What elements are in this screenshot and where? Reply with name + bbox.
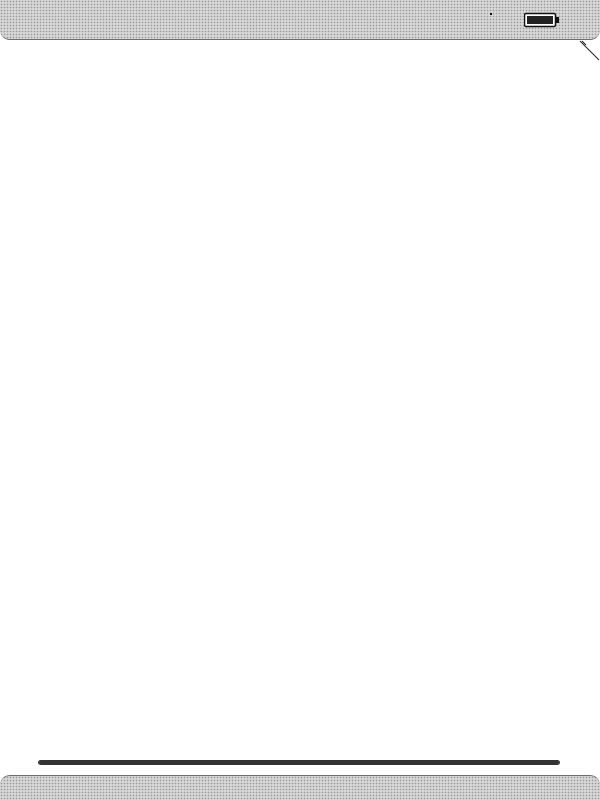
- reading-progress-fill: [39, 761, 559, 764]
- reading-area: [80, 86, 560, 101]
- section-separator: [80, 84, 560, 98]
- bottom-bezel: [0, 775, 600, 800]
- page-curl-icon[interactable]: [578, 40, 600, 62]
- reading-progress-bar[interactable]: [38, 760, 560, 765]
- wifi-off-indicator: [490, 13, 492, 15]
- battery-full-icon: [524, 12, 560, 28]
- footer: [0, 738, 600, 762]
- title-bar: [0, 0, 600, 40]
